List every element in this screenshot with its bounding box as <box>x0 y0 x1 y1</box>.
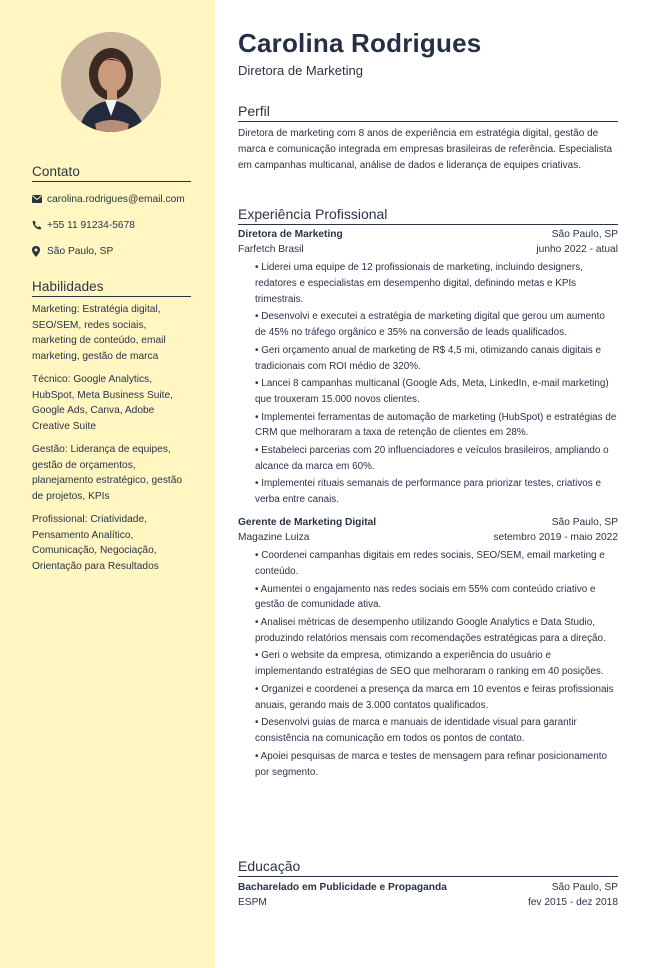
contact-email[interactable] <box>32 186 191 212</box>
experience-heading: Experiência Profissional <box>238 206 618 225</box>
job-company: Farfetch Brasil <box>238 243 304 255</box>
job-bullet: • Implementei ferramentas de automação de marketing (HubSpot) e estratégias de CRM que melhoraram a taxa de retenção de clientes em 28%. <box>255 411 617 439</box>
location-pin-icon <box>32 246 47 257</box>
job-bullet: • Aumentei o engajamento nas redes sociais em 55% com conteúdo criativo e gestão de comunidade ativa. <box>255 583 596 611</box>
job-bullet: • Implementei rituais semanais de performance para priorizar testes, criativos e verba entre canais. <box>255 478 601 506</box>
profile-text: Diretora de marketing com 8 anos de experiência em estratégia digital, gestão de marca e comunicação integrada em empresas brasileiras de referência. Especialista em campanhas multicanal, análise de dados e liderança de equipes criativas. <box>238 128 613 171</box>
job-bullet: • Analisei métricas de desempenho utilizando Google Analytics e Data Studio, produzindo relatórios mensais com recomendações estratégicas para a direção. <box>255 616 606 644</box>
candidate-name: Carolina Rodrigues <box>238 28 482 58</box>
job-bullet: • Desenvolvi e executei a estratégia de marketing digital que gerou um aumento de 45% no tráfego orgânico e 35% na conversão de leads qualificados. <box>255 311 605 339</box>
contact-section <box>32 164 191 264</box>
profile-heading: Perfil <box>238 103 618 122</box>
skills-heading: Habilidades <box>32 279 191 297</box>
job-entry <box>238 516 618 780</box>
education-school: ESPM <box>238 896 267 908</box>
contact-phone[interactable] <box>32 212 191 238</box>
education-entry <box>238 881 618 910</box>
job-location: São Paulo, SP <box>551 517 618 529</box>
job-bullet: • Desenvolvi guias de marca e manuais de identidade visual para garantir consistência na comunicação em todos os pontos de contato. <box>255 717 577 745</box>
contact-heading: Contato <box>32 164 191 182</box>
job-bullet: • Liderei uma equipe de 12 profissionais de marketing, incluindo designers, redatores e especialistas em desempenho digital, definindo metas e KPIs trimestrais. <box>255 262 583 305</box>
job-title: Gerente de Marketing Digital <box>238 517 377 529</box>
contact-location-text: São Paulo, SP <box>47 245 114 257</box>
sidebar <box>0 0 215 968</box>
contact-email-text: carolina.rodrigues@email.com <box>47 193 185 205</box>
skill-group-professional: Profissional: Criatividade, Pensamento Analítico, Comunicação, Negociação, Orientação para Resultados <box>32 514 159 572</box>
skill-group-management: Gestão: Liderança de equipes, gestão de orçamentos, planejamento estratégico, gestão de projetos, KPIs <box>32 444 183 502</box>
education-heading: Educação <box>238 858 618 877</box>
job-dates: setembro 2019 - maio 2022 <box>493 531 618 543</box>
education-dates: fev 2015 - dez 2018 <box>527 896 618 908</box>
education-section <box>238 858 618 910</box>
job-bullet: • Lancei 8 campanhas multicanal (Google Ads, Meta, LinkedIn, e-mail marketing) que trouxeram 15.000 novos clientes. <box>255 378 609 406</box>
candidate-title: Diretora de Marketing <box>238 63 363 78</box>
profile-section <box>238 103 618 173</box>
job-bullet: • Geri orçamento anual de marketing de R$ 4,5 mi, otimizando canais digitais e tradicionais com ROI médio de 320%. <box>255 344 601 372</box>
skill-group-marketing: Marketing: Estratégia digital, SEO/SEM, redes sociais, marketing de conteúdo, email marketing, gestão de marca <box>32 304 166 362</box>
experience-section <box>238 206 618 782</box>
job-dates: junho 2022 - atual <box>536 243 618 255</box>
job-location: São Paulo, SP <box>551 229 618 240</box>
job-title: Diretora de Marketing <box>238 229 343 240</box>
job-bullet: • Coordenei campanhas digitais em redes sociais, SEO/SEM, email marketing e conteúdo. <box>255 550 605 578</box>
job-entry <box>238 228 618 508</box>
education-location: São Paulo, SP <box>551 882 618 893</box>
profile-photo <box>61 32 161 132</box>
contact-location <box>32 238 191 264</box>
job-bullet: • Apoiei pesquisas de marca e testes de mensagem para refinar posicionamento por segmento. <box>255 750 608 778</box>
job-bullet: • Organizei e coordenei a presença da marca em 10 eventos e feiras profissionais anuais, gerando mais de 3.000 contatos qualificados. <box>255 683 614 711</box>
envelope-icon <box>32 195 47 203</box>
phone-icon <box>32 220 47 230</box>
job-bullet: • Geri o website da empresa, otimizando a experiência do usuário e implementando estratégias de SEO que melhoraram o ranking em 40 posições. <box>255 650 604 678</box>
education-degree: Bacharelado em Publicidade e Propaganda <box>238 882 447 893</box>
skill-group-technical: Técnico: Google Analytics, HubSpot, Meta Business Suite, Google Ads, Canva, Adobe Creative Suite <box>32 374 174 432</box>
job-bullet: • Estabeleci parcerias com 20 influenciadores e veículos brasileiros, ampliando o alcance da marca em 60%. <box>255 444 609 472</box>
job-company: Magazine Luiza <box>238 531 310 543</box>
skills-section <box>32 279 191 574</box>
contact-phone-text: +55 11 91234-5678 <box>47 219 135 231</box>
